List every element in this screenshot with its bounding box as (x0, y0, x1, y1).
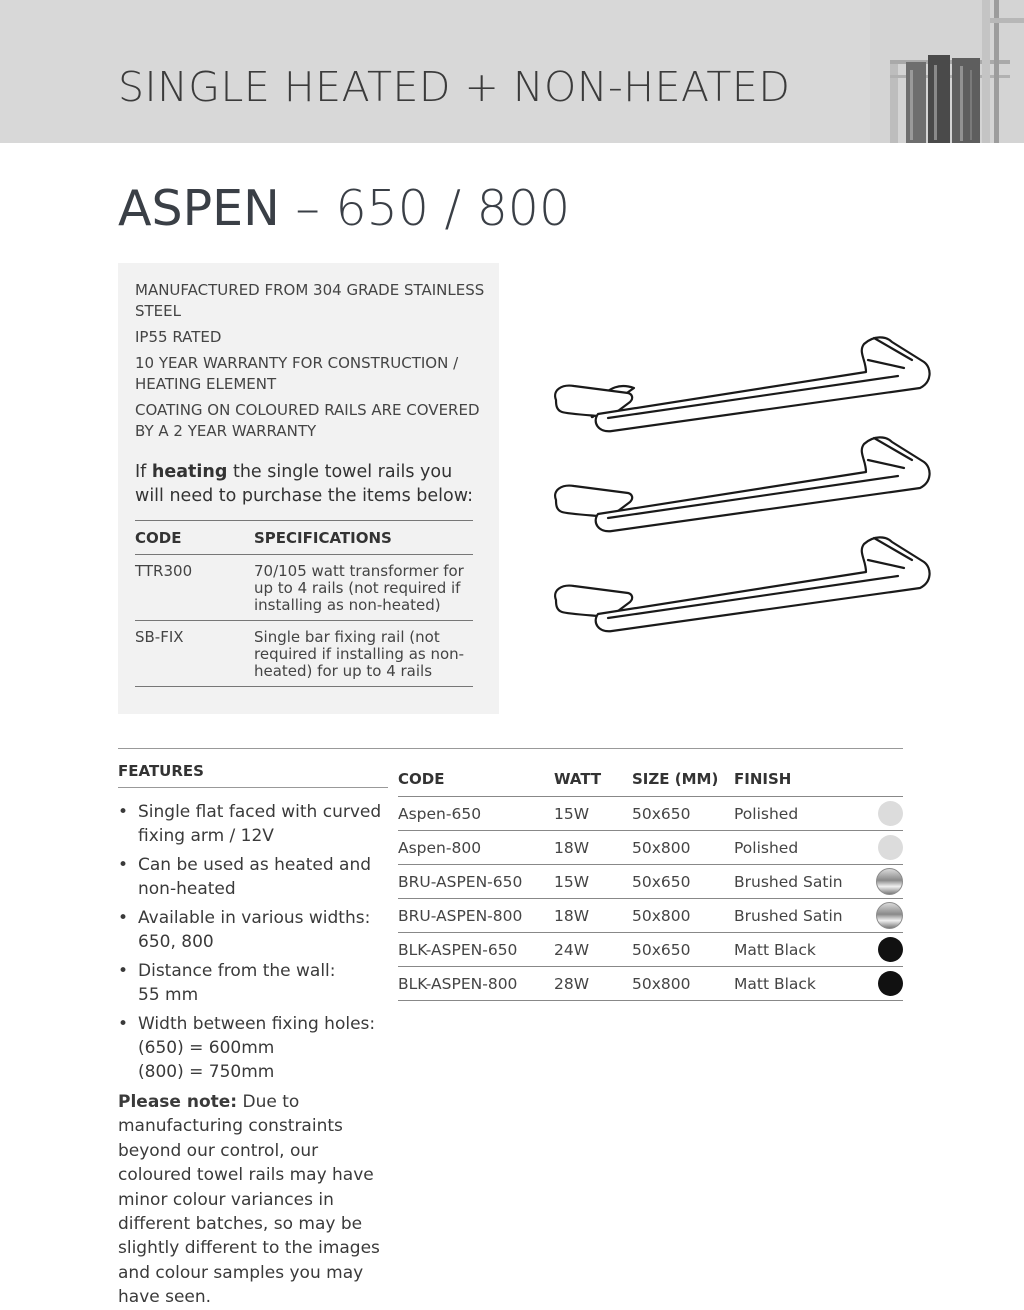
table-row (135, 555, 473, 621)
model-watt: 24W (554, 933, 632, 967)
model-finish: Polished (734, 831, 874, 865)
column-header-watt: WATT (554, 752, 632, 797)
model-code: BLK-ASPEN-800 (398, 967, 554, 1001)
models-table (398, 752, 903, 1001)
swatch-cell (874, 899, 903, 933)
column-header-code: CODE (135, 521, 254, 555)
bullet-icon: • (118, 1014, 129, 1034)
spec-box (118, 263, 499, 714)
product-name: ASPEN (118, 180, 280, 237)
model-size: 50x800 (632, 967, 734, 1001)
model-watt: 18W (554, 831, 632, 865)
column-header-swatch (874, 752, 903, 797)
table-header-row (135, 521, 473, 555)
table-row (398, 967, 903, 1001)
model-watt: 15W (554, 865, 632, 899)
model-code: BRU-ASPEN-650 (398, 865, 554, 899)
towel-rail-photo (870, 0, 1024, 143)
swatch-cell (874, 865, 903, 899)
model-size: 50x800 (632, 899, 734, 933)
list-item (118, 1012, 388, 1084)
column-header-finish: FINISH (734, 752, 874, 797)
spec-warranty: 10 YEAR WARRANTY FOR CONSTRUCTION / HEATING ELEMENT (135, 354, 459, 393)
accessory-code: SB-FIX (135, 621, 254, 687)
rail-drawing-2 (555, 437, 929, 531)
column-header-code: CODE (398, 752, 554, 797)
intro-bold: heating (151, 462, 228, 482)
header-banner (0, 0, 1024, 143)
features-divider (118, 787, 388, 788)
feature-text: Available in various widths: 650, 800 (138, 908, 371, 952)
table-row (398, 865, 903, 899)
model-code: BLK-ASPEN-650 (398, 933, 554, 967)
feature-text: Width between fixing holes: (650) = 600mm (800) = 750mm (138, 1014, 376, 1082)
accessory-spec: 70/105 watt transformer for up to 4 rails (not required if installing as non-heated) (254, 555, 473, 621)
page-title: SINGLE HEATED + NON-HEATED (118, 63, 791, 111)
list-item (118, 800, 388, 848)
note-label: Please note: (118, 1092, 238, 1112)
finish-swatch (878, 801, 903, 826)
accessories-table (135, 520, 473, 687)
bullet-icon: • (118, 961, 129, 981)
table-row (398, 831, 903, 865)
finish-swatch (876, 902, 903, 929)
bullet-icon: • (118, 802, 129, 822)
finish-swatch (876, 868, 903, 895)
spec-material: MANUFACTURED FROM 304 GRADE STAINLESS STEEL (135, 281, 485, 320)
model-watt: 15W (554, 797, 632, 831)
towel-rail-illustration (548, 330, 938, 640)
model-finish: Brushed Satin (734, 899, 874, 933)
section-divider (118, 748, 903, 749)
finish-swatch (878, 937, 903, 962)
intro-prefix: If (135, 462, 152, 482)
model-finish: Polished (734, 797, 874, 831)
spec-ip-rating: IP55 RATED (135, 328, 222, 346)
column-header-size: SIZE (MM) (632, 752, 734, 797)
accessory-code: TTR300 (135, 555, 254, 621)
swatch-cell (874, 797, 903, 831)
list-item (118, 959, 388, 1007)
product-sizes: – 650 / 800 (279, 180, 571, 237)
model-finish: Matt Black (734, 967, 874, 1001)
features-heading: FEATURES (118, 762, 204, 780)
accessory-spec: Single bar fixing rail (not required if installing as non-heated) for up to 4 rails (254, 621, 473, 687)
model-code: Aspen-650 (398, 797, 554, 831)
model-watt: 28W (554, 967, 632, 1001)
spec-coating-warranty: COATING ON COLOURED RAILS ARE COVERED BY A 2 YEAR WARRANTY (135, 401, 480, 440)
model-code: Aspen-800 (398, 831, 554, 865)
note-text: Due to manufacturing constraints beyond our control, our coloured towel rails may have minor colour variances in different batches, so may be slightly different to the images and colour samples you may have seen. (118, 1092, 380, 1308)
model-watt: 18W (554, 899, 632, 933)
table-row (398, 899, 903, 933)
swatch-cell (874, 933, 903, 967)
bullet-icon: • (118, 908, 129, 928)
rail-drawing-1 (555, 337, 929, 431)
product-heading (118, 180, 570, 237)
list-item (118, 853, 388, 901)
model-size: 50x650 (632, 865, 734, 899)
table-row (135, 621, 473, 687)
bullet-icon: • (118, 855, 129, 875)
spec-list (135, 280, 485, 447)
swatch-cell (874, 967, 903, 1001)
table-row (398, 933, 903, 967)
table-header-row (398, 752, 903, 797)
accessories-intro (135, 460, 475, 508)
model-code: BRU-ASPEN-800 (398, 899, 554, 933)
colour-note (118, 1090, 393, 1310)
column-header-specifications: SPECIFICATIONS (254, 521, 473, 555)
finish-swatch (878, 835, 903, 860)
model-size: 50x650 (632, 933, 734, 967)
model-size: 50x650 (632, 797, 734, 831)
model-finish: Matt Black (734, 933, 874, 967)
model-size: 50x800 (632, 831, 734, 865)
rail-drawing-3 (555, 537, 929, 631)
feature-text: Single flat faced with curved fixing arm / 12V (138, 802, 382, 846)
model-finish: Brushed Satin (734, 865, 874, 899)
list-item (118, 906, 388, 954)
feature-text: Can be used as heated and non-heated (138, 855, 372, 899)
intro-suffix: the single towel rails you will need to purchase the items below: (135, 462, 473, 506)
feature-text: Distance from the wall: 55 mm (138, 961, 336, 1005)
features-list (118, 800, 388, 1089)
table-row (398, 797, 903, 831)
swatch-cell (874, 831, 903, 865)
finish-swatch (878, 971, 903, 996)
